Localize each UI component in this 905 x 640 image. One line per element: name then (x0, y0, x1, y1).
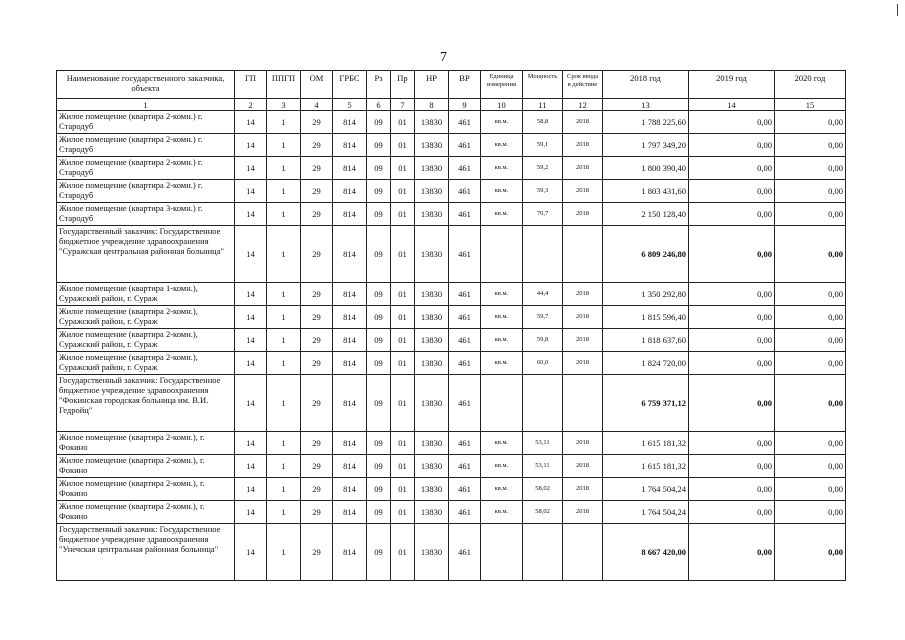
vr-code: 461 (449, 524, 481, 581)
commission-year: 2018 (563, 455, 603, 478)
grbs-code: 814 (333, 226, 367, 283)
capacity-cell: 70,7 (523, 203, 563, 226)
header-cell: 2019 год (689, 71, 775, 99)
page-number: 7 (440, 50, 447, 65)
ppgp-code: 1 (267, 501, 301, 524)
commission-year: 2018 (563, 111, 603, 134)
amount-2018: 1 800 390,40 (603, 157, 689, 180)
gp-code: 14 (235, 375, 267, 432)
header-row (57, 71, 846, 99)
vr-code: 461 (449, 157, 481, 180)
amount-2019: 0,00 (689, 432, 775, 455)
ppgp-code: 1 (267, 111, 301, 134)
amount-2018: 6 809 246,80 (603, 226, 689, 283)
amount-2018: 1 818 637,60 (603, 329, 689, 352)
om-code: 29 (301, 501, 333, 524)
grbs-code: 814 (333, 501, 367, 524)
gp-code: 14 (235, 501, 267, 524)
pr-code: 01 (391, 283, 415, 306)
amount-2018: 1 788 225,60 (603, 111, 689, 134)
om-code: 29 (301, 306, 333, 329)
header-cell: Рз (367, 71, 391, 99)
capacity-cell: 59,7 (523, 306, 563, 329)
capacity-cell: 53,11 (523, 455, 563, 478)
nr-code: 13830 (415, 306, 449, 329)
gp-code: 14 (235, 134, 267, 157)
ppgp-code: 1 (267, 329, 301, 352)
vr-code: 461 (449, 306, 481, 329)
vr-code: 461 (449, 180, 481, 203)
pr-code: 01 (391, 501, 415, 524)
nr-code: 13830 (415, 432, 449, 455)
object-name: Жилое помещение (квартира 2-комн.), г. Фокино (57, 478, 235, 501)
pr-code: 01 (391, 455, 415, 478)
gp-code: 14 (235, 226, 267, 283)
capacity-cell: 58,02 (523, 501, 563, 524)
rz-code: 09 (367, 455, 391, 478)
commission-year: 2018 (563, 432, 603, 455)
column-number-row (57, 99, 846, 111)
column-number: 9 (449, 99, 481, 111)
object-name: Жилое помещение (квартира 1-комн.), Суражский район, г. Сураж (57, 283, 235, 306)
gp-code: 14 (235, 455, 267, 478)
vr-code: 461 (449, 203, 481, 226)
commission-year: 2018 (563, 478, 603, 501)
amount-2018: 1 824 720,00 (603, 352, 689, 375)
unit-cell: кв.м. (481, 134, 523, 157)
amount-2019: 0,00 (689, 455, 775, 478)
column-number: 2 (235, 99, 267, 111)
grbs-code: 814 (333, 524, 367, 581)
column-number: 13 (603, 99, 689, 111)
rz-code: 09 (367, 524, 391, 581)
grbs-code: 814 (333, 432, 367, 455)
vr-code: 461 (449, 329, 481, 352)
header-cell: Мощность (523, 71, 563, 99)
column-number: 11 (523, 99, 563, 111)
customer-row (57, 226, 846, 283)
header-cell: Пр (391, 71, 415, 99)
amount-2019: 0,00 (689, 180, 775, 203)
vr-code: 461 (449, 226, 481, 283)
ppgp-code: 1 (267, 226, 301, 283)
amount-2020: 0,00 (775, 524, 846, 581)
vr-code: 461 (449, 375, 481, 432)
commission-year: 2018 (563, 306, 603, 329)
commission-year: 2018 (563, 283, 603, 306)
table-row (57, 432, 846, 455)
om-code: 29 (301, 180, 333, 203)
capacity-cell: 44,4 (523, 283, 563, 306)
nr-code: 13830 (415, 203, 449, 226)
column-number: 4 (301, 99, 333, 111)
table-row (57, 329, 846, 352)
om-code: 29 (301, 524, 333, 581)
commission-year: 2018 (563, 501, 603, 524)
amount-2020: 0,00 (775, 478, 846, 501)
pr-code: 01 (391, 306, 415, 329)
ppgp-code: 1 (267, 306, 301, 329)
ppgp-code: 1 (267, 180, 301, 203)
rz-code: 09 (367, 134, 391, 157)
gp-code: 14 (235, 283, 267, 306)
amount-2019: 0,00 (689, 375, 775, 432)
header-cell: ГРБС (333, 71, 367, 99)
vr-code: 461 (449, 134, 481, 157)
column-number: 10 (481, 99, 523, 111)
grbs-code: 814 (333, 352, 367, 375)
om-code: 29 (301, 226, 333, 283)
unit-cell: кв.м. (481, 329, 523, 352)
unit-cell: кв.м. (481, 111, 523, 134)
nr-code: 13830 (415, 329, 449, 352)
amount-2019: 0,00 (689, 329, 775, 352)
capacity-cell (523, 524, 563, 581)
object-name: Жилое помещение (квартира 2-комн.), Суражский район, г. Сураж (57, 329, 235, 352)
pr-code: 01 (391, 352, 415, 375)
gp-code: 14 (235, 432, 267, 455)
table-row (57, 455, 846, 478)
unit-cell: кв.м. (481, 432, 523, 455)
ppgp-code: 1 (267, 455, 301, 478)
gp-code: 14 (235, 478, 267, 501)
table-row (57, 157, 846, 180)
header-cell: 2020 год (775, 71, 846, 99)
column-number: 6 (367, 99, 391, 111)
rz-code: 09 (367, 306, 391, 329)
amount-2020: 0,00 (775, 352, 846, 375)
page-edge-mark (897, 4, 898, 16)
object-name: Жилое помещение (квартира 2-комн.), г. Фокино (57, 432, 235, 455)
grbs-code: 814 (333, 283, 367, 306)
object-name: Государственный заказчик: Государственное бюджетное учреждение здравоохранения "Фокинская городская больница им. В.И. Гедройц" (57, 375, 235, 432)
unit-cell (481, 375, 523, 432)
table-row (57, 352, 846, 375)
vr-code: 461 (449, 455, 481, 478)
table-row (57, 501, 846, 524)
amount-2019: 0,00 (689, 111, 775, 134)
ppgp-code: 1 (267, 432, 301, 455)
amount-2018: 1 803 431,60 (603, 180, 689, 203)
object-name: Жилое помещение (квартира 2-комн.), г. Фокино (57, 501, 235, 524)
object-name: Жилое помещение (квартира 2-комн.), Суражский район, г. Сураж (57, 306, 235, 329)
commission-year: 2018 (563, 157, 603, 180)
table-body (57, 111, 846, 581)
ppgp-code: 1 (267, 478, 301, 501)
object-name: Жилое помещение (квартира 2-комн.) г. Стародуб (57, 180, 235, 203)
grbs-code: 814 (333, 306, 367, 329)
amount-2020: 0,00 (775, 375, 846, 432)
pr-code: 01 (391, 375, 415, 432)
capacity-cell: 59,1 (523, 134, 563, 157)
grbs-code: 814 (333, 329, 367, 352)
amount-2019: 0,00 (689, 157, 775, 180)
rz-code: 09 (367, 375, 391, 432)
amount-2020: 0,00 (775, 455, 846, 478)
object-name: Жилое помещение (квартира 2-комн.), г. Фокино (57, 455, 235, 478)
capacity-cell (523, 375, 563, 432)
amount-2019: 0,00 (689, 134, 775, 157)
nr-code: 13830 (415, 455, 449, 478)
object-name: Жилое помещение (квартира 2-комн.) г. Стародуб (57, 157, 235, 180)
amount-2020: 0,00 (775, 134, 846, 157)
pr-code: 01 (391, 203, 415, 226)
amount-2020: 0,00 (775, 432, 846, 455)
rz-code: 09 (367, 329, 391, 352)
customer-row (57, 524, 846, 581)
commission-year: 2018 (563, 352, 603, 375)
commission-year: 2018 (563, 203, 603, 226)
om-code: 29 (301, 203, 333, 226)
unit-cell (481, 524, 523, 581)
amount-2018: 2 150 128,40 (603, 203, 689, 226)
amount-2019: 0,00 (689, 283, 775, 306)
rz-code: 09 (367, 478, 391, 501)
object-name: Жилое помещение (квартира 3-комн.) г. Стародуб (57, 203, 235, 226)
om-code: 29 (301, 375, 333, 432)
header-cell: Единица измерения (481, 71, 523, 99)
nr-code: 13830 (415, 501, 449, 524)
customer-row (57, 375, 846, 432)
unit-cell (481, 226, 523, 283)
capacity-cell: 60,0 (523, 352, 563, 375)
amount-2019: 0,00 (689, 306, 775, 329)
header-cell: Срок ввода в действие (563, 71, 603, 99)
unit-cell: кв.м. (481, 478, 523, 501)
nr-code: 13830 (415, 478, 449, 501)
amount-2019: 0,00 (689, 203, 775, 226)
gp-code: 14 (235, 180, 267, 203)
table-row (57, 306, 846, 329)
ppgp-code: 1 (267, 352, 301, 375)
column-number: 3 (267, 99, 301, 111)
table-row (57, 180, 846, 203)
om-code: 29 (301, 111, 333, 134)
capacity-cell: 59,3 (523, 180, 563, 203)
grbs-code: 814 (333, 180, 367, 203)
capacity-cell: 59,8 (523, 329, 563, 352)
gp-code: 14 (235, 524, 267, 581)
table-row (57, 478, 846, 501)
capacity-cell: 58,8 (523, 111, 563, 134)
nr-code: 13830 (415, 524, 449, 581)
amount-2020: 0,00 (775, 111, 846, 134)
om-code: 29 (301, 432, 333, 455)
amount-2019: 0,00 (689, 352, 775, 375)
om-code: 29 (301, 478, 333, 501)
om-code: 29 (301, 157, 333, 180)
vr-code: 461 (449, 283, 481, 306)
om-code: 29 (301, 134, 333, 157)
nr-code: 13830 (415, 226, 449, 283)
unit-cell: кв.м. (481, 283, 523, 306)
commission-year: 2018 (563, 329, 603, 352)
ppgp-code: 1 (267, 375, 301, 432)
rz-code: 09 (367, 157, 391, 180)
column-number: 7 (391, 99, 415, 111)
grbs-code: 814 (333, 134, 367, 157)
grbs-code: 814 (333, 203, 367, 226)
object-name: Государственный заказчик: Государственное бюджетное учреждение здравоохранения "Суражская центральная районная больница" (57, 226, 235, 283)
column-number: 5 (333, 99, 367, 111)
nr-code: 13830 (415, 283, 449, 306)
amount-2019: 0,00 (689, 478, 775, 501)
rz-code: 09 (367, 283, 391, 306)
ppgp-code: 1 (267, 524, 301, 581)
pr-code: 01 (391, 478, 415, 501)
gp-code: 14 (235, 111, 267, 134)
capacity-cell: 58,02 (523, 478, 563, 501)
rz-code: 09 (367, 203, 391, 226)
nr-code: 13830 (415, 352, 449, 375)
column-number: 1 (57, 99, 235, 111)
column-number: 14 (689, 99, 775, 111)
gp-code: 14 (235, 203, 267, 226)
amount-2020: 0,00 (775, 226, 846, 283)
amount-2018: 6 759 371,12 (603, 375, 689, 432)
object-name: Жилое помещение (квартира 2-комн.) г. Стародуб (57, 111, 235, 134)
amount-2020: 0,00 (775, 329, 846, 352)
grbs-code: 814 (333, 157, 367, 180)
budget-table (56, 70, 846, 581)
vr-code: 461 (449, 501, 481, 524)
amount-2020: 0,00 (775, 203, 846, 226)
header-cell: ППГП (267, 71, 301, 99)
pr-code: 01 (391, 157, 415, 180)
grbs-code: 814 (333, 455, 367, 478)
object-name: Жилое помещение (квартира 2-комн.) г. Стародуб (57, 134, 235, 157)
vr-code: 461 (449, 478, 481, 501)
column-number: 12 (563, 99, 603, 111)
amount-2019: 0,00 (689, 501, 775, 524)
om-code: 29 (301, 352, 333, 375)
vr-code: 461 (449, 111, 481, 134)
nr-code: 13830 (415, 134, 449, 157)
table-row (57, 134, 846, 157)
om-code: 29 (301, 455, 333, 478)
gp-code: 14 (235, 157, 267, 180)
commission-year: 2018 (563, 180, 603, 203)
unit-cell: кв.м. (481, 352, 523, 375)
header-cell: 2018 год (603, 71, 689, 99)
amount-2018: 1 815 596,40 (603, 306, 689, 329)
column-number: 15 (775, 99, 846, 111)
unit-cell: кв.м. (481, 180, 523, 203)
commission-year: 2018 (563, 134, 603, 157)
amount-2020: 0,00 (775, 157, 846, 180)
table-row (57, 283, 846, 306)
pr-code: 01 (391, 432, 415, 455)
ppgp-code: 1 (267, 157, 301, 180)
rz-code: 09 (367, 226, 391, 283)
unit-cell: кв.м. (481, 203, 523, 226)
grbs-code: 814 (333, 478, 367, 501)
pr-code: 01 (391, 111, 415, 134)
nr-code: 13830 (415, 111, 449, 134)
rz-code: 09 (367, 432, 391, 455)
pr-code: 01 (391, 134, 415, 157)
header-cell: ГП (235, 71, 267, 99)
om-code: 29 (301, 283, 333, 306)
amount-2020: 0,00 (775, 180, 846, 203)
amount-2020: 0,00 (775, 283, 846, 306)
rz-code: 09 (367, 501, 391, 524)
header-cell: НР (415, 71, 449, 99)
capacity-cell: 59,2 (523, 157, 563, 180)
ppgp-code: 1 (267, 203, 301, 226)
om-code: 29 (301, 329, 333, 352)
unit-cell: кв.м. (481, 157, 523, 180)
amount-2018: 1 764 504,24 (603, 501, 689, 524)
amount-2018: 1 764 504,24 (603, 478, 689, 501)
amount-2019: 0,00 (689, 524, 775, 581)
vr-code: 461 (449, 432, 481, 455)
grbs-code: 814 (333, 111, 367, 134)
pr-code: 01 (391, 524, 415, 581)
object-name: Жилое помещение (квартира 2-комн.), Суражский район, г. Сураж (57, 352, 235, 375)
unit-cell: кв.м. (481, 501, 523, 524)
header-cell: ОМ (301, 71, 333, 99)
amount-2020: 0,00 (775, 306, 846, 329)
capacity-cell: 53,11 (523, 432, 563, 455)
header-cell: Наименование государственного заказчика, объекта (57, 71, 235, 99)
amount-2018: 8 667 420,00 (603, 524, 689, 581)
table-row (57, 111, 846, 134)
nr-code: 13830 (415, 157, 449, 180)
pr-code: 01 (391, 226, 415, 283)
amount-2020: 0,00 (775, 501, 846, 524)
unit-cell: кв.м. (481, 455, 523, 478)
gp-code: 14 (235, 306, 267, 329)
nr-code: 13830 (415, 375, 449, 432)
column-number: 8 (415, 99, 449, 111)
gp-code: 14 (235, 329, 267, 352)
table-row (57, 203, 846, 226)
unit-cell: кв.м. (481, 306, 523, 329)
ppgp-code: 1 (267, 283, 301, 306)
gp-code: 14 (235, 352, 267, 375)
commission-year (563, 524, 603, 581)
pr-code: 01 (391, 329, 415, 352)
object-name: Государственный заказчик: Государственное бюджетное учреждение здравоохранения "Унечская центральная районная больница" (57, 524, 235, 581)
rz-code: 09 (367, 111, 391, 134)
amount-2019: 0,00 (689, 226, 775, 283)
amount-2018: 1 797 349,20 (603, 134, 689, 157)
rz-code: 09 (367, 352, 391, 375)
vr-code: 461 (449, 352, 481, 375)
nr-code: 13830 (415, 180, 449, 203)
amount-2018: 1 615 181,32 (603, 455, 689, 478)
capacity-cell (523, 226, 563, 283)
ppgp-code: 1 (267, 134, 301, 157)
amount-2018: 1 350 292,80 (603, 283, 689, 306)
grbs-code: 814 (333, 375, 367, 432)
commission-year (563, 375, 603, 432)
amount-2018: 1 615 181,32 (603, 432, 689, 455)
header-cell: ВР (449, 71, 481, 99)
commission-year (563, 226, 603, 283)
rz-code: 09 (367, 180, 391, 203)
pr-code: 01 (391, 180, 415, 203)
